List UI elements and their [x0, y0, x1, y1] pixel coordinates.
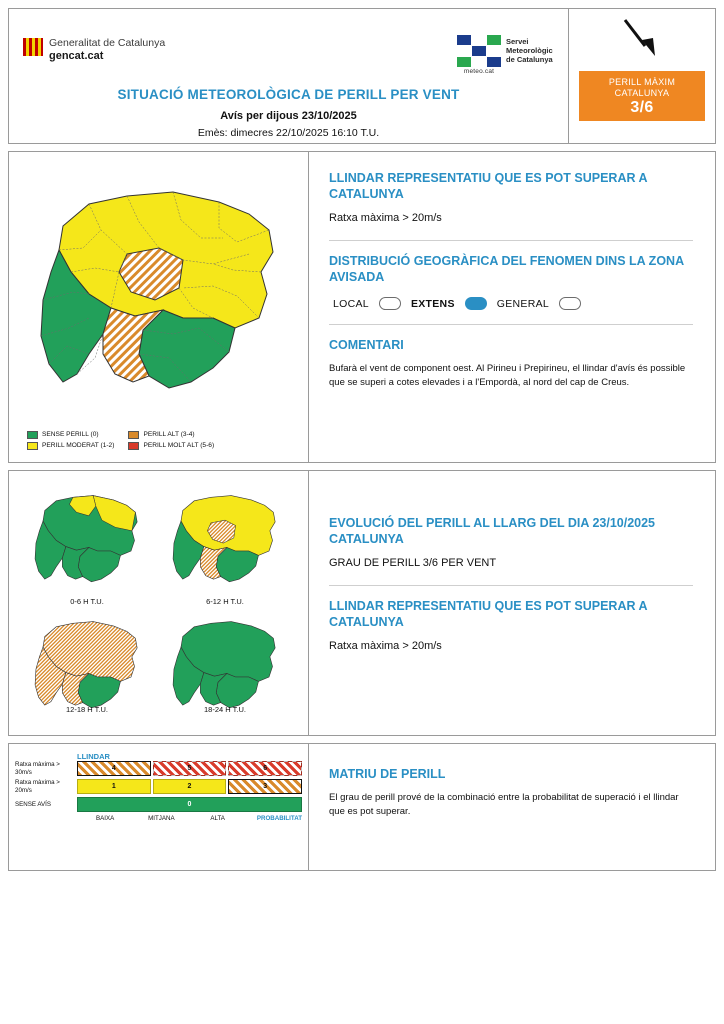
- option-label-local[interactable]: LOCAL: [333, 297, 369, 310]
- legend-swatch-yellow: [27, 442, 38, 450]
- main-map-container: [9, 152, 309, 462]
- legend-item: [27, 430, 114, 439]
- panel-daily-overview: [8, 151, 716, 463]
- legend-item: [27, 441, 114, 450]
- legend-label: PERILL MODERAT (1-2): [42, 442, 115, 449]
- matrix-cell: 2: [153, 779, 227, 794]
- panel1-text: [309, 152, 715, 462]
- matrix-cell: 6: [228, 761, 302, 776]
- status-badge: [579, 71, 705, 121]
- legend-label: PERILL MOLT ALT (5-6): [143, 442, 215, 449]
- option-label-general[interactable]: GENERAL: [496, 297, 550, 310]
- badge-region: CATALUNYA: [614, 88, 670, 98]
- legend-swatch-green: [27, 431, 38, 439]
- matrix-row-cells: [77, 797, 302, 812]
- matrix-row-30ms: [15, 761, 302, 776]
- catalonia-map-main: [23, 168, 295, 418]
- divider: [329, 585, 693, 586]
- badge-title: PERILL MÀXIM: [608, 77, 676, 87]
- matrix-row-cells: [77, 779, 302, 794]
- panel-danger-matrix: [8, 743, 716, 871]
- header-left: [9, 9, 569, 143]
- matrix-llindar-label: LLINDAR: [77, 752, 110, 761]
- evolution-map-caption-18-24: 18-24 H T.U.: [204, 705, 246, 714]
- matrix-row-label: Ratxa màxima > 20m/s: [15, 779, 60, 794]
- legend-item: [128, 430, 214, 439]
- evolution-title: EVOLUCIÓ DEL PERILL AL LLARG DEL DIA 23/10/2025 CATALUNYA: [329, 516, 656, 546]
- meteocat-name-line1: Servei: [506, 37, 529, 46]
- threshold-title-2: LLINDAR REPRESENTATIU QUE ES POT SUPERAR A CATALUNYA: [329, 599, 648, 629]
- matrix-row-label: Ratxa màxima > 30m/s: [15, 761, 60, 776]
- matrix-cell: 3: [228, 779, 302, 794]
- map-legend: [27, 430, 214, 450]
- meteocat-name-line2: Meteorològic: [506, 46, 553, 55]
- matrix-cell: 1: [77, 779, 151, 794]
- generalitat-logo: [23, 37, 165, 63]
- distribution-options: [329, 297, 693, 310]
- option-toggle-general[interactable]: [559, 297, 581, 310]
- axis-label-baixa: BAIXA: [96, 815, 115, 822]
- option-label-extens[interactable]: EXTENS: [410, 297, 455, 310]
- meteocat-caption: meteo.cat: [463, 68, 495, 75]
- panel-daily-evolution: [8, 470, 716, 736]
- catalonia-flag-icon: [23, 38, 43, 56]
- axis-label-mitjana: MITJANA: [148, 815, 175, 822]
- evolution-map-caption-12-18: 12-18 H T.U.: [66, 705, 108, 714]
- page-title: SITUACIÓ METEOROLÒGICA DE PERILL PER VENT: [117, 87, 460, 102]
- matrix-cell: 4: [77, 761, 151, 776]
- legend-column-left: [27, 430, 114, 450]
- warning-date: Avís per dijous 23/10/2025: [220, 110, 357, 122]
- legend-swatch-red: [128, 442, 139, 450]
- matrix-row-label: SENSE AVÍS: [15, 800, 51, 808]
- matrix-title: MATRIU DE PERILL: [329, 767, 446, 781]
- matrix-cell: 0: [77, 797, 302, 812]
- matrix-axis: [15, 815, 302, 822]
- legend-swatch-orange: [128, 431, 139, 439]
- distribution-title: DISTRIBUCIÓ GEOGRÀFICA DEL FENOMEN DINS LA ZONA AVISADA: [329, 254, 684, 284]
- generalitat-name: Generalitat de Catalunya: [49, 37, 166, 49]
- meteocat-service-name: [506, 37, 553, 64]
- document-header: [8, 8, 716, 144]
- meteocat-logo: [457, 35, 553, 75]
- axis-label-alta: ALTA: [210, 815, 225, 822]
- panel3-text: [309, 744, 715, 870]
- gencat-domain: gencat.cat: [49, 50, 104, 62]
- comment-title: COMENTARI: [329, 338, 404, 352]
- matrix-row-noalert: [15, 797, 302, 812]
- matrix-cell: 5: [153, 761, 227, 776]
- matrix-row-20ms: [15, 779, 302, 794]
- header-right: [569, 9, 715, 143]
- matrix-description: El grau de perill prové de la combinació entre la probabilitat de superació i el llindar que es pot superar.: [329, 792, 679, 817]
- legend-label: PERILL ALT (3-4): [143, 431, 195, 438]
- threshold-value: Ratxa màxima > 20m/s: [329, 212, 442, 224]
- wind-direction-indicator: [569, 9, 715, 69]
- comment-body: Bufarà el vent de component oest. Al Pirineu i Prepirineu, el llindar d'avís és possible que se superi a cotes elevades i a l'Empordà, al nord del cap de Creus.: [329, 363, 686, 388]
- badge-grade: 3/6: [630, 99, 654, 116]
- wind-arrow-icon: [615, 16, 669, 62]
- meteocat-name-line3: de Catalunya: [506, 55, 553, 64]
- legend-column-right: [128, 430, 214, 450]
- matrix-row-cells: [77, 761, 302, 776]
- title-block: [9, 87, 568, 139]
- option-toggle-local[interactable]: [379, 297, 401, 310]
- matrix-graphic: [9, 744, 309, 870]
- meteocat-squares-icon: [457, 35, 501, 67]
- catalonia-map-0-6: [27, 485, 147, 595]
- divider: [329, 324, 693, 325]
- evolution-maps-container: [9, 471, 309, 735]
- catalonia-map-6-12: [165, 485, 285, 595]
- panel2-text: [309, 471, 715, 735]
- option-toggle-extens[interactable]: [465, 297, 487, 310]
- divider: [329, 240, 693, 241]
- threshold-value-2: Ratxa màxima > 20m/s: [329, 640, 442, 652]
- issued-timestamp: Emès: dimecres 22/10/2025 16:10 T.U.: [197, 127, 380, 139]
- evolution-map-caption-6-12: 6-12 H T.U.: [206, 597, 244, 606]
- axis-label-probabilitat: PROBABILITAT: [256, 815, 302, 822]
- evolution-grade: GRAU DE PERILL 3/6 PER VENT: [329, 557, 497, 569]
- evolution-map-caption-0-6: 0-6 H T.U.: [70, 597, 104, 606]
- threshold-title: LLINDAR REPRESENTATIU QUE ES POT SUPERAR A CATALUNYA: [329, 171, 648, 201]
- legend-item: [128, 441, 214, 450]
- legend-label: SENSE PERILL (0): [42, 431, 99, 438]
